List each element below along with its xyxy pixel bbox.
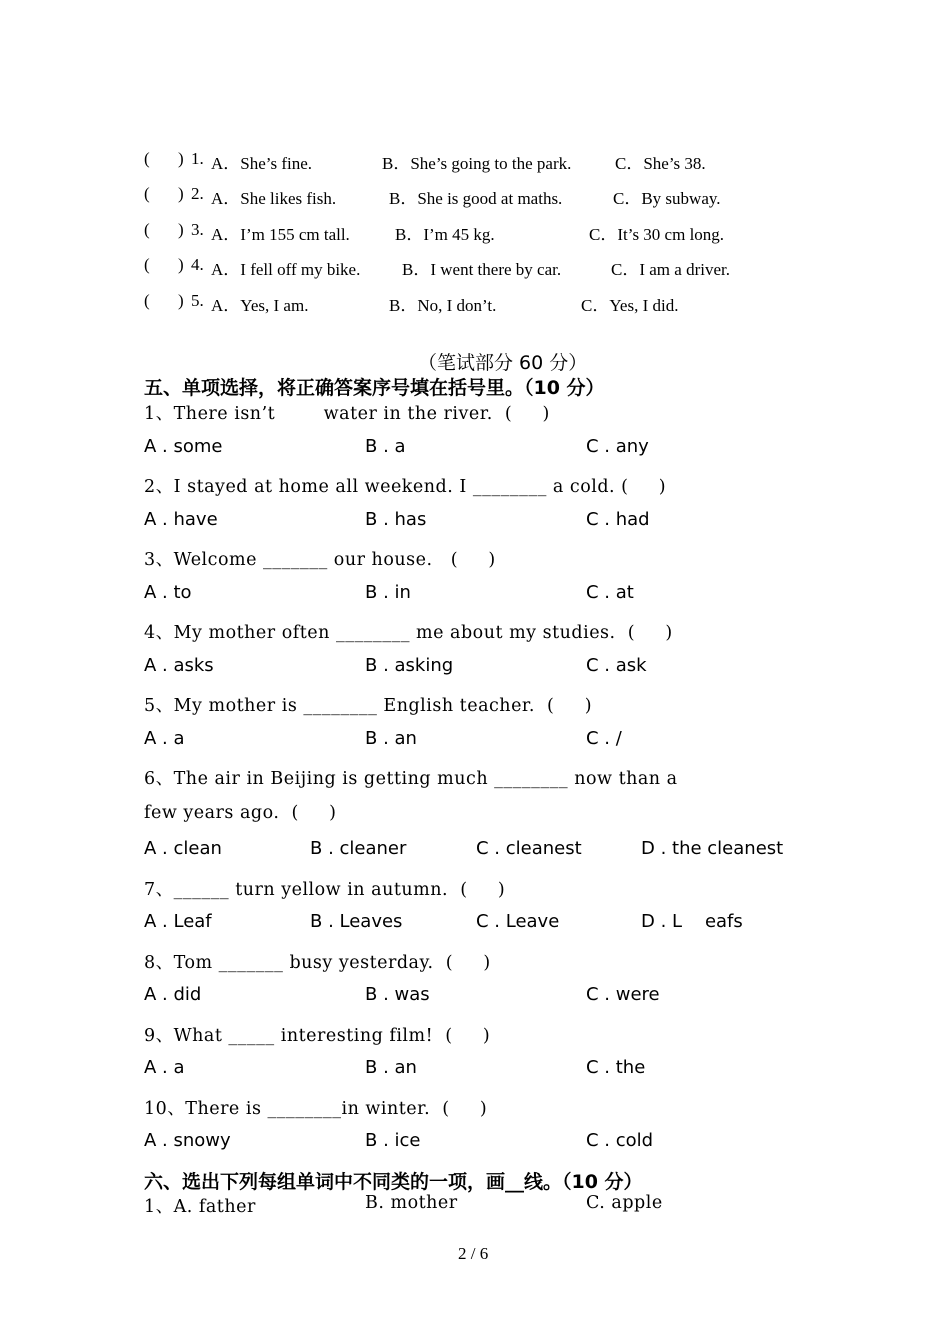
option-c: C . had bbox=[586, 509, 650, 530]
answer-bracket-open: ( bbox=[144, 220, 150, 239]
section-heading: 六、选出下列每组单词中不同类的一项，画__线。（10 分） bbox=[144, 1171, 643, 1193]
question-6-continued: few years ago. ( ) bbox=[144, 803, 337, 823]
question-4: 4、My mother often ________ me about my studies. ( ) bbox=[144, 623, 673, 643]
answer-bracket-open: ( bbox=[144, 149, 150, 168]
option-b: B．No, I don’t. bbox=[389, 296, 497, 315]
question-10: 10、There is ________in winter. ( ) bbox=[144, 1099, 488, 1119]
option-c: C . were bbox=[586, 984, 660, 1005]
option-b: B . an bbox=[365, 1057, 417, 1078]
option-c: C．Yes, I did. bbox=[581, 296, 679, 315]
option-a: A . have bbox=[144, 509, 218, 530]
option-c: C．By subway. bbox=[613, 189, 721, 208]
option-a: A . clean bbox=[144, 838, 222, 859]
option-a: A．I’m 155 cm tall. bbox=[211, 225, 350, 244]
option-b: B . in bbox=[365, 582, 411, 603]
option-a: A . a bbox=[144, 1057, 185, 1078]
option-b: B . a bbox=[365, 436, 406, 457]
option-b: B．She’s going to the park. bbox=[382, 154, 572, 173]
option-d: D . the cleanest bbox=[641, 838, 784, 859]
option-c: C . Leave bbox=[476, 911, 560, 932]
answer-bracket-close: ) bbox=[178, 149, 184, 168]
option-b: B . was bbox=[365, 984, 430, 1005]
answer-bracket-open: ( bbox=[144, 184, 150, 203]
question-9: 9、What _____ interesting film! ( ) bbox=[144, 1026, 491, 1046]
question-number: 2. bbox=[191, 184, 204, 203]
option-a: A . did bbox=[144, 984, 202, 1005]
word-option-b: B. mother bbox=[365, 1193, 458, 1213]
written-part-title: （笔试部分 60 分） bbox=[418, 352, 588, 374]
option-b: B . Leaves bbox=[310, 911, 403, 932]
option-a: A . a bbox=[144, 728, 185, 749]
option-a: A . asks bbox=[144, 655, 214, 676]
option-a: A . snowy bbox=[144, 1130, 231, 1151]
option-c: C . cold bbox=[586, 1130, 654, 1151]
option-b: B . an bbox=[365, 728, 417, 749]
answer-bracket-close: ) bbox=[178, 255, 184, 274]
option-a: A．She likes fish. bbox=[211, 189, 337, 208]
option-a: A．Yes, I am. bbox=[211, 296, 309, 315]
option-b: B．I went there by car. bbox=[402, 260, 562, 279]
option-c: C . / bbox=[586, 728, 622, 749]
option-b: B . cleaner bbox=[310, 838, 407, 859]
page-number: 2 / 6 bbox=[458, 1244, 489, 1263]
word-option-c: C. apple bbox=[586, 1193, 663, 1213]
question-number: 3. bbox=[191, 220, 204, 239]
question-7: 7、______ turn yellow in autumn. ( ) bbox=[144, 880, 506, 900]
option-b: B．I’m 45 kg. bbox=[395, 225, 495, 244]
option-c: C . at bbox=[586, 582, 634, 603]
question-5: 5、My mother is ________ English teacher. ( ) bbox=[144, 696, 593, 716]
answer-bracket-open: ( bbox=[144, 255, 150, 274]
question-number: 4. bbox=[191, 255, 204, 274]
question-6: 6、The air in Beijing is getting much ________ now than a bbox=[144, 769, 678, 789]
word-option-a: 1、A. father bbox=[144, 1197, 256, 1217]
option-a: A . some bbox=[144, 436, 223, 457]
option-b: B . asking bbox=[365, 655, 454, 676]
question-8: 8、Tom _______ busy yesterday. ( ) bbox=[144, 953, 491, 973]
option-d: D . L eafs bbox=[641, 911, 743, 932]
option-a: A . to bbox=[144, 582, 192, 603]
question-number: 1. bbox=[191, 149, 204, 168]
option-b: B . ice bbox=[365, 1130, 421, 1151]
question-number: 5. bbox=[191, 291, 204, 310]
option-b: B . has bbox=[365, 509, 427, 530]
option-c: C．I am a driver. bbox=[611, 260, 730, 279]
option-a: A . Leaf bbox=[144, 911, 212, 932]
option-c: C . the bbox=[586, 1057, 646, 1078]
option-c: C . ask bbox=[586, 655, 647, 676]
section-heading: 五、单项选择，将正确答案序号填在括号里。（10 分） bbox=[144, 377, 605, 399]
option-c: C . cleanest bbox=[476, 838, 582, 859]
answer-bracket-close: ) bbox=[178, 220, 184, 239]
option-c: C．She’s 38. bbox=[615, 154, 706, 173]
option-c: C．It’s 30 cm long. bbox=[589, 225, 725, 244]
answer-bracket-open: ( bbox=[144, 291, 150, 310]
option-a: A．I fell off my bike. bbox=[211, 260, 361, 279]
question-3: 3、Welcome _______ our house. ( ) bbox=[144, 550, 496, 570]
question-2: 2、I stayed at home all weekend. I ________ a cold. ( ) bbox=[144, 477, 667, 497]
option-c: C . any bbox=[586, 436, 649, 457]
option-a: A．She’s fine. bbox=[211, 154, 313, 173]
option-b: B．She is good at maths. bbox=[389, 189, 563, 208]
answer-bracket-close: ) bbox=[178, 291, 184, 310]
answer-bracket-close: ) bbox=[178, 184, 184, 203]
question-1: 1、There isn’t water in the river. ( ) bbox=[144, 404, 550, 424]
